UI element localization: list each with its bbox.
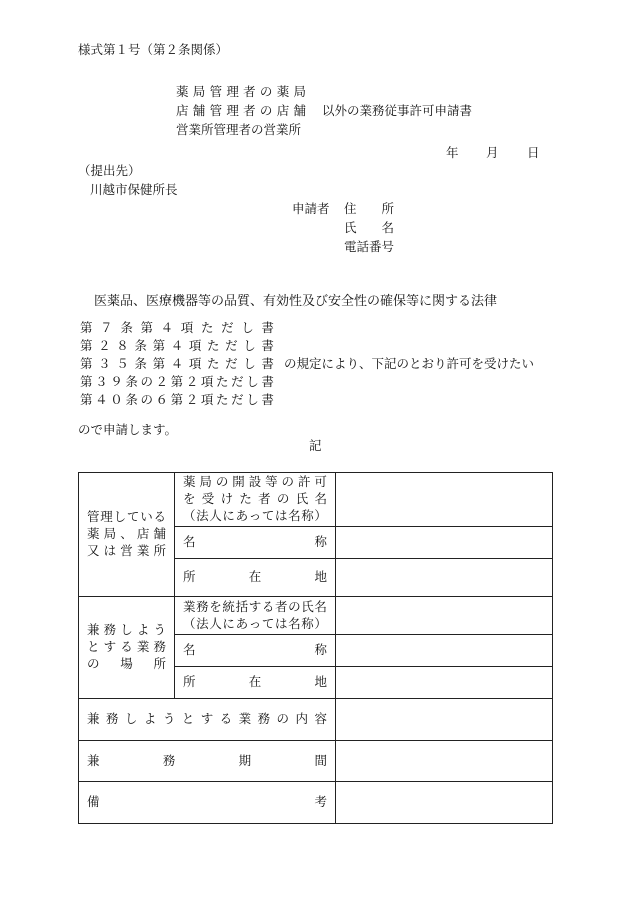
group2-header-line-3: の 場 所 — [87, 655, 166, 671]
permit-holder-line-1: 薬 局 の 開 設 等 の 許 可 — [183, 474, 327, 490]
workplace-name-value[interactable] — [336, 635, 553, 667]
group2-header — [79, 597, 175, 699]
pharmacy-name-label — [175, 527, 336, 559]
clause-suffix: の規定により、下記のとおり許可を受けたい — [284, 356, 535, 371]
period-value[interactable] — [336, 741, 553, 782]
supervisor-value[interactable] — [336, 597, 553, 635]
group1-header-line-1: 管 理 し て い る — [87, 509, 166, 525]
duties-value[interactable] — [336, 699, 553, 741]
remarks-text: 備 考 — [87, 794, 327, 810]
duties-label — [79, 699, 336, 741]
g1-name-text: 名 称 — [183, 534, 327, 550]
permit-holder-line-2: を 受 け た 者 の 氏 名 — [183, 491, 327, 507]
supervisor-line-1: 業 務 を 統 括 す る 者 の 氏 名 — [183, 598, 327, 614]
date-month: 月 — [486, 145, 499, 160]
clause-2 — [80, 340, 274, 353]
workplace-location-label — [175, 667, 336, 699]
g2-loc-text: 所 在 地 — [183, 674, 327, 690]
g2-name-text: 名 称 — [183, 642, 327, 658]
group2-header-line-1: 兼 務 し よ う — [87, 622, 166, 638]
closing-text: ので申請します。 — [78, 422, 178, 437]
clause-5-text: 第 ４ ０ 条 の ６ 第 ２ 項 た だ し 書 — [80, 392, 274, 407]
applicant-address: 住 所 — [344, 201, 395, 216]
law-name: 医薬品、医療機器等の品質、有効性及び安全性の確保等に関する法律 — [94, 294, 498, 309]
row-period — [79, 741, 553, 782]
form-number: 様式第１号（第２条関係） — [78, 42, 229, 57]
clause-1 — [80, 322, 274, 335]
title-line-2-text: 店 舗 管 理 者 の 店 舗 — [176, 103, 306, 118]
title-line-3: 営業所管理者の営業所 — [176, 122, 302, 137]
pharmacy-name-value[interactable] — [336, 527, 553, 559]
pharmacy-location-label — [175, 559, 336, 597]
recipient-label: （提出先） — [78, 163, 141, 178]
permit-holder-line-3: （ 法 人 に あ っ て は 名 称 ） — [183, 507, 327, 523]
applicant-name: 氏 名 — [344, 220, 395, 235]
group1-header — [79, 473, 175, 597]
recipient-name: 川越市保健所長 — [90, 182, 178, 197]
group1-header-line-3: 又 は 営 業 所 — [87, 542, 166, 558]
remarks-value[interactable] — [336, 782, 553, 824]
supervisor-line-2: （ 法 人 に あ っ て は 名 称 ） — [183, 615, 327, 631]
title-suffix: 以外の業務従事許可申請書 — [322, 103, 473, 118]
title-line-1-text: 薬 局 管 理 者 の 薬 局 — [176, 84, 306, 99]
clause-4 — [80, 376, 274, 389]
clause-3-text: 第 ３ ５ 条 第 ４ 項 た だ し 書 — [80, 356, 274, 371]
duties-text: 兼 務 し よ う と す る 業 務 の 内 容 — [87, 711, 327, 727]
workplace-location-value[interactable] — [336, 667, 553, 699]
permit-holder-label — [175, 473, 336, 527]
remarks-label — [79, 782, 336, 824]
row-remarks — [79, 782, 553, 824]
clause-1-text: 第 ７ 条 第 ４ 項 た だ し 書 — [80, 320, 274, 335]
application-table — [78, 472, 553, 824]
title-line-1 — [176, 86, 306, 99]
title-line-2 — [176, 105, 306, 118]
supervisor-label — [175, 597, 336, 635]
permit-holder-value[interactable] — [336, 473, 553, 527]
g1-loc-text: 所 在 地 — [183, 569, 327, 585]
clause-2-text: 第 ２ ８ 条 第 ４ 項 た だ し 書 — [80, 338, 274, 353]
period-text: 兼 務 期 間 — [87, 752, 327, 768]
applicant-phone: 電話番号 — [344, 239, 395, 254]
ki-heading: 記 — [309, 438, 322, 453]
row-duties — [79, 699, 553, 741]
date-day: 日 — [527, 145, 540, 160]
applicant-label: 申請者 — [292, 201, 330, 216]
group2-header-line-2: と す る 業 務 — [87, 639, 166, 655]
row-supervisor — [79, 597, 553, 635]
date-year: 年 — [446, 145, 459, 160]
clause-3 — [80, 358, 274, 371]
row-permit-holder — [79, 473, 553, 527]
period-label — [79, 741, 336, 782]
workplace-name-label — [175, 635, 336, 667]
group1-header-line-2: 薬 局 、 店 舗 — [87, 526, 166, 542]
clause-4-text: 第 ３ ９ 条 の ２ 第 ２ 項 た だ し 書 — [80, 374, 274, 389]
pharmacy-location-value[interactable] — [336, 559, 553, 597]
clause-5 — [80, 394, 274, 407]
